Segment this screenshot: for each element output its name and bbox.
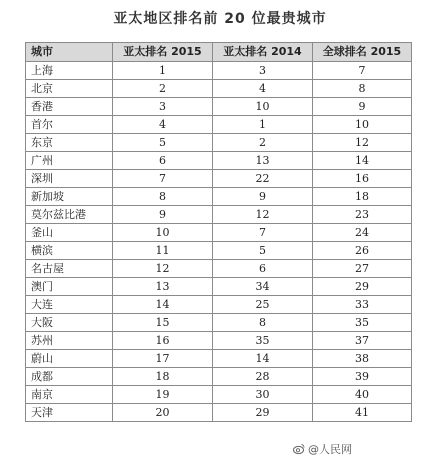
cell-apac-2014: 25 [213, 296, 313, 314]
table-row [26, 314, 412, 332]
cell-global-2015: 12 [313, 134, 412, 152]
table-row [26, 260, 412, 278]
header-city: 城市 [26, 43, 113, 62]
cell-city: 新加坡 [26, 188, 113, 206]
cell-apac-2015: 2 [113, 80, 213, 98]
cell-apac-2015: 20 [113, 404, 213, 422]
table-row [26, 278, 412, 296]
cell-global-2015: 23 [313, 206, 412, 224]
table-row [26, 98, 412, 116]
cell-global-2015: 18 [313, 188, 412, 206]
cell-global-2015: 39 [313, 368, 412, 386]
table-row [26, 332, 412, 350]
cell-apac-2014: 9 [213, 188, 313, 206]
cell-apac-2015: 12 [113, 260, 213, 278]
cell-city: 名古屋 [26, 260, 113, 278]
cell-apac-2015: 15 [113, 314, 213, 332]
page-title: 亚太地区排名前 20 位最贵城市 [113, 11, 327, 27]
cell-city: 北京 [26, 80, 113, 98]
cell-apac-2015: 1 [113, 62, 213, 80]
cell-apac-2015: 4 [113, 116, 213, 134]
table-row [26, 368, 412, 386]
cell-apac-2015: 13 [113, 278, 213, 296]
table-row [26, 242, 412, 260]
cell-apac-2014: 8 [213, 314, 313, 332]
table-header-row [26, 43, 412, 62]
header-global-2015: 全球排名 2015 [313, 43, 412, 62]
cell-apac-2014: 2 [213, 134, 313, 152]
cell-apac-2015: 5 [113, 134, 213, 152]
cell-apac-2015: 7 [113, 170, 213, 188]
cell-apac-2015: 17 [113, 350, 213, 368]
cell-apac-2014: 10 [213, 98, 313, 116]
cell-global-2015: 33 [313, 296, 412, 314]
cell-apac-2014: 35 [213, 332, 313, 350]
cell-apac-2015: 18 [113, 368, 213, 386]
cell-global-2015: 26 [313, 242, 412, 260]
cell-apac-2014: 29 [213, 404, 313, 422]
cell-city: 广州 [26, 152, 113, 170]
cell-global-2015: 16 [313, 170, 412, 188]
cell-city: 深圳 [26, 170, 113, 188]
cell-city: 上海 [26, 62, 113, 80]
cell-apac-2014: 14 [213, 350, 313, 368]
table-row [26, 134, 412, 152]
cell-global-2015: 35 [313, 314, 412, 332]
table-row [26, 224, 412, 242]
cell-apac-2015: 10 [113, 224, 213, 242]
cell-apac-2014: 28 [213, 368, 313, 386]
cell-apac-2014: 3 [213, 62, 313, 80]
cell-global-2015: 38 [313, 350, 412, 368]
table-row [26, 62, 412, 80]
cell-city: 香港 [26, 98, 113, 116]
table-row [26, 350, 412, 368]
cell-global-2015: 7 [313, 62, 412, 80]
cell-city: 天津 [26, 404, 113, 422]
header-apac-2015: 亚太排名 2015 [113, 43, 213, 62]
cell-global-2015: 8 [313, 80, 412, 98]
cell-apac-2015: 14 [113, 296, 213, 314]
cell-apac-2015: 19 [113, 386, 213, 404]
cell-apac-2015: 9 [113, 206, 213, 224]
cell-global-2015: 40 [313, 386, 412, 404]
cell-apac-2015: 16 [113, 332, 213, 350]
cell-apac-2014: 4 [213, 80, 313, 98]
cell-apac-2014: 6 [213, 260, 313, 278]
table-body [26, 62, 412, 422]
cell-city: 南京 [26, 386, 113, 404]
ranking-table [25, 42, 412, 422]
cell-apac-2014: 1 [213, 116, 313, 134]
cell-global-2015: 41 [313, 404, 412, 422]
cell-global-2015: 24 [313, 224, 412, 242]
table-row [26, 152, 412, 170]
cell-city: 东京 [26, 134, 113, 152]
table-row [26, 170, 412, 188]
table-row [26, 206, 412, 224]
watermark [293, 441, 352, 457]
weibo-icon [293, 443, 305, 455]
cell-apac-2015: 3 [113, 98, 213, 116]
cell-global-2015: 27 [313, 260, 412, 278]
header-apac-2014: 亚太排名 2014 [213, 43, 313, 62]
cell-apac-2014: 7 [213, 224, 313, 242]
cell-global-2015: 10 [313, 116, 412, 134]
table-row [26, 188, 412, 206]
cell-city: 成都 [26, 368, 113, 386]
cell-apac-2014: 30 [213, 386, 313, 404]
cell-apac-2014: 12 [213, 206, 313, 224]
cell-city: 苏州 [26, 332, 113, 350]
cell-apac-2014: 22 [213, 170, 313, 188]
cell-city: 横滨 [26, 242, 113, 260]
cell-apac-2014: 5 [213, 242, 313, 260]
cell-global-2015: 29 [313, 278, 412, 296]
cell-city: 大阪 [26, 314, 113, 332]
cell-global-2015: 9 [313, 98, 412, 116]
cell-city: 蔚山 [26, 350, 113, 368]
cell-apac-2014: 13 [213, 152, 313, 170]
cell-apac-2015: 6 [113, 152, 213, 170]
cell-city: 澳门 [26, 278, 113, 296]
cell-city: 莫尔兹比港 [26, 206, 113, 224]
cell-apac-2015: 8 [113, 188, 213, 206]
table-row [26, 404, 412, 422]
watermark-text: @人民网 [308, 443, 352, 456]
cell-apac-2015: 11 [113, 242, 213, 260]
cell-city: 釜山 [26, 224, 113, 242]
cell-city: 首尔 [26, 116, 113, 134]
table-row [26, 296, 412, 314]
table-row [26, 80, 412, 98]
cell-city: 大连 [26, 296, 113, 314]
table-row [26, 386, 412, 404]
cell-apac-2014: 34 [213, 278, 313, 296]
cell-global-2015: 37 [313, 332, 412, 350]
cell-global-2015: 14 [313, 152, 412, 170]
table-row [26, 116, 412, 134]
